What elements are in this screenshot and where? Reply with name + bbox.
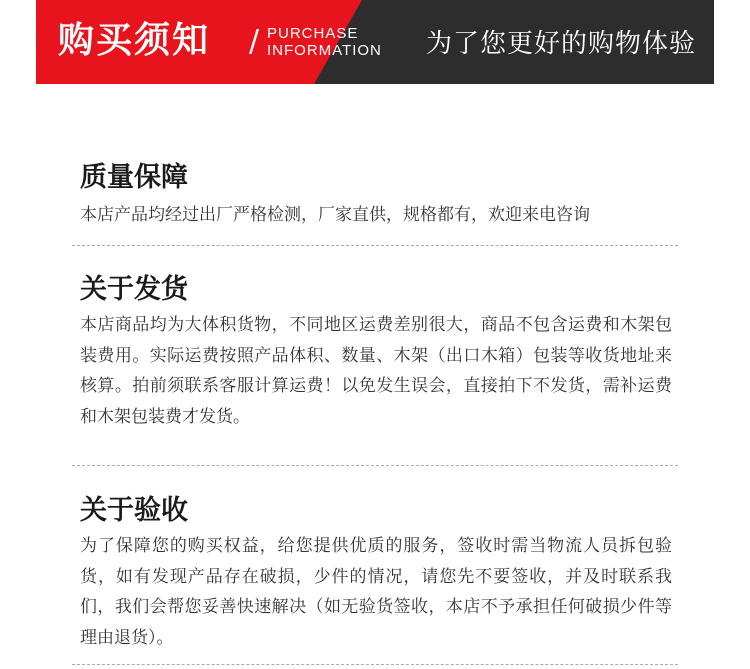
section-divider [72, 245, 678, 246]
banner-title-cn: 购买须知 [58, 20, 211, 61]
banner-title-en-line1: PURCHASE [267, 25, 359, 42]
banner-title-en [267, 25, 382, 59]
section-inspection [80, 493, 680, 653]
section-divider [72, 664, 678, 665]
section-body: 本店商品均为大体积货物，不同地区运费差别很大，商品不包含运费和木架包装费用。实际运费按照产品体积、数量、木架（出口木箱）包装等收货地址来核算。拍前须联系客服计算运费！以免发生误会，直接拍下不发货，需补运费和木架包装费才发货。 [80, 315, 672, 427]
banner-subtitle: 为了您更好的购物体验 [425, 29, 696, 59]
section-title: 关于发货 [80, 274, 188, 305]
section-quality [80, 160, 680, 231]
section-divider [72, 465, 678, 466]
banner-slash: / [249, 24, 260, 59]
section-title: 关于验收 [80, 495, 188, 526]
section-body: 为了保障您的购买权益，给您提供优质的服务，签收时需当物流人员拆包验货，如有发现产品存在破损，少件的情况，请您先不要签收，并及时联系我们，我们会帮您妥善快速解决（如无验货签收，本店不予承担任何破损少件等理由退货）。 [80, 536, 672, 648]
header-banner [36, 0, 714, 84]
banner-title-en-line2: INFORMATION [267, 42, 382, 59]
section-shipping [80, 272, 680, 432]
section-title: 质量保障 [80, 162, 188, 193]
section-body: 本店产品均经过出厂严格检测，厂家直供，规格都有，欢迎来电咨询 [80, 205, 590, 225]
